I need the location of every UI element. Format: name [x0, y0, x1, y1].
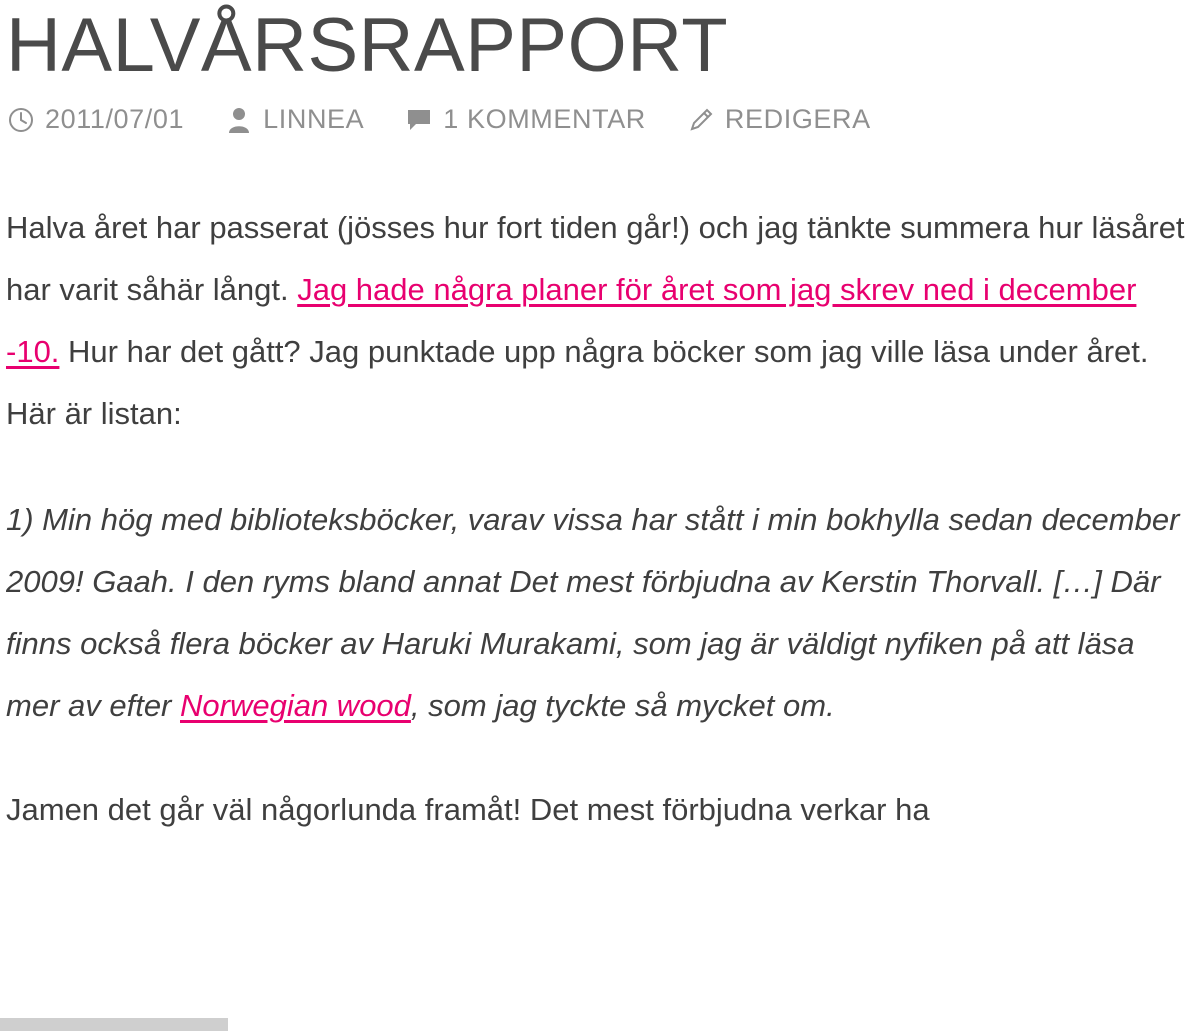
comments-link-wrap — [404, 104, 646, 135]
paragraph-text: Jamen det går väl någorlunda framåt! Det mest förbjudna verkar ha — [6, 792, 930, 827]
quote-text: 1) Min hög med biblioteksböcker, varav vissa har stått i min bokhylla sedan december 2009! Gaah. I den ryms bland annat Det mest förbjudna av Kerstin Thorvall. […] Där finns också flera böcker av Haruki Murakami, som jag är väldigt nyfiken på att läsa mer av efter — [6, 502, 1180, 723]
page-title: HALVÅRSRAPPORT — [6, 3, 729, 88]
pencil-icon — [686, 105, 716, 135]
posted-on — [6, 104, 184, 135]
clock-icon — [6, 105, 36, 135]
paragraph-intro — [6, 197, 1193, 445]
edit-link-wrap — [686, 104, 871, 135]
scrollbar-thumb[interactable] — [0, 1018, 228, 1031]
byline — [224, 104, 364, 135]
comments-count[interactable]: 1 KOMMENTAR — [443, 104, 646, 134]
post-author[interactable]: LINNEA — [263, 104, 365, 134]
inline-link-planer[interactable]: Jag hade några planer för året som jag skrev ned i december -10. — [6, 272, 1137, 369]
post-date[interactable]: 2011/07/01 — [45, 104, 185, 134]
entry-meta — [6, 104, 1193, 135]
paragraph-text: Halva året har passerat (jösses hur fort tiden går!) och jag tänkte summera hur läsåret har varit såhär långt. — [6, 210, 1185, 307]
user-icon — [224, 105, 254, 135]
paragraph-followup — [6, 779, 1193, 841]
comment-bubble-icon — [404, 105, 434, 135]
paragraph-quote — [6, 489, 1193, 737]
entry-content — [6, 197, 1193, 885]
inline-link-norwegian-wood[interactable]: Norwegian wood — [180, 688, 411, 723]
post-article — [0, 4, 1199, 885]
paragraph-text: Hur har det gått? Jag punktade upp några böcker som jag ville läsa under året. Här är listan: — [6, 334, 1149, 431]
horizontal-scrollbar[interactable] — [0, 1016, 1199, 1032]
edit-post-link[interactable]: REDIGERA — [724, 104, 871, 134]
quote-text: , som jag tyckte så mycket om. — [410, 688, 835, 723]
